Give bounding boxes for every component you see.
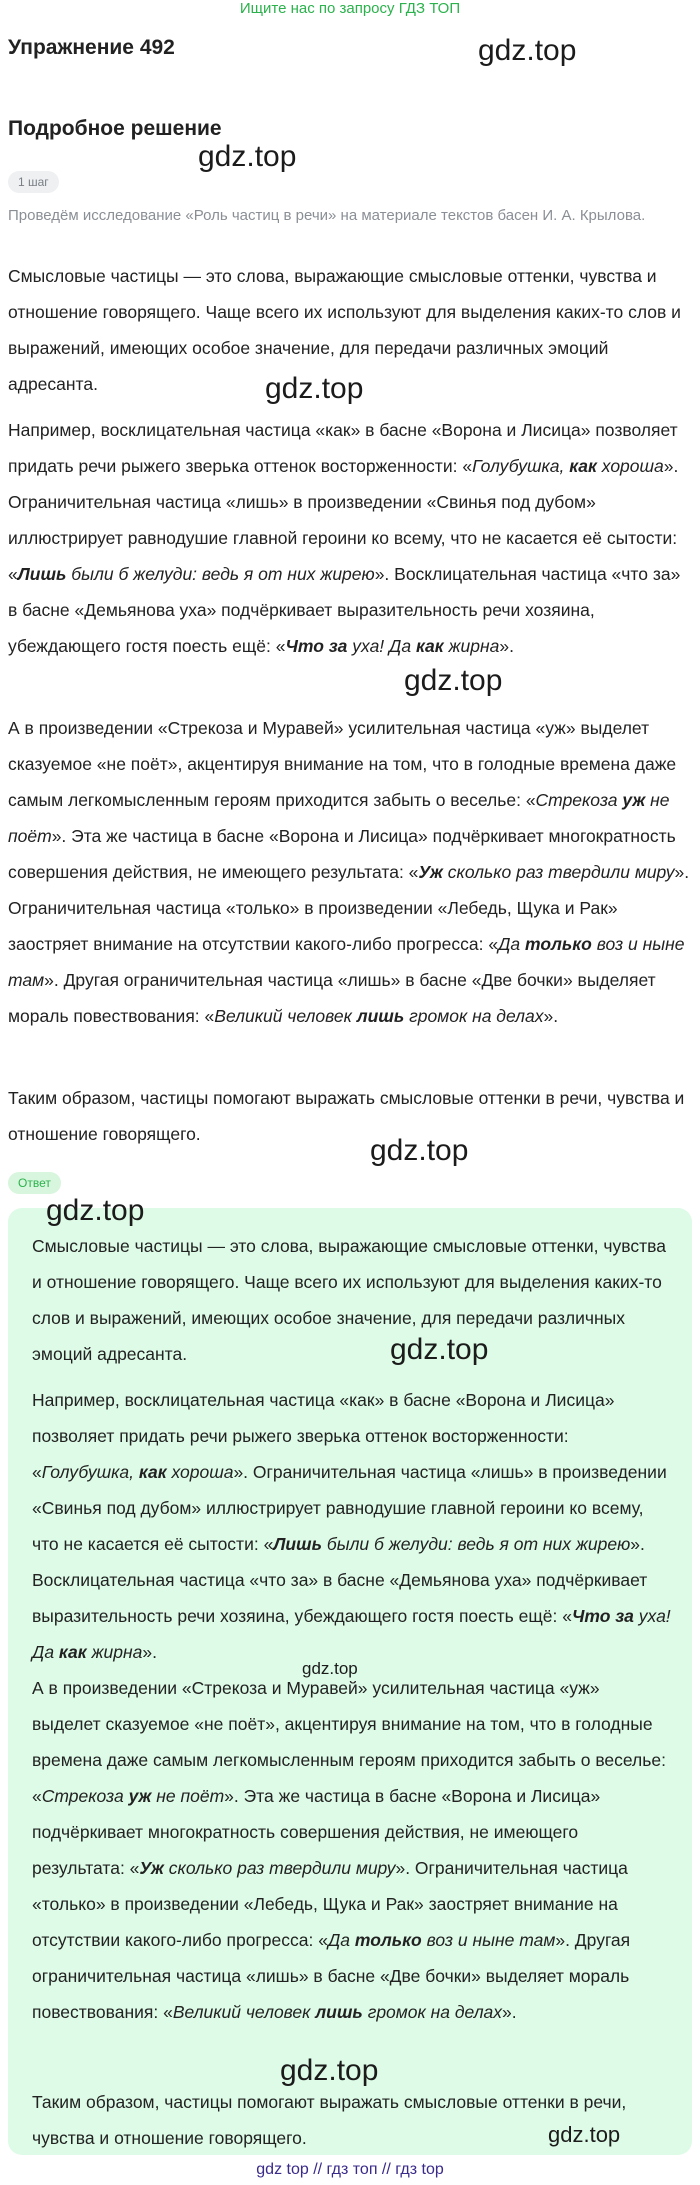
answer-paragraph-1: Смысловые частицы — это слова, выражающие смысловые оттенки, чувства и отношение говорящего. Чаще всего их используют для выделения каких-то слов и выражений, имеющих особое значение, для передачи различных эмоций адресанта. bbox=[32, 1236, 666, 1364]
step-badge: 1 шаг bbox=[8, 171, 59, 193]
solution-paragraph-3: А в произведении «Стрекоза и Муравей» усилительная частица «уж» выделет сказуемое «не поёт», акцентируя внимание на том, что в голодные времена даже самым легкомысленным героям приходится забыть о веселье: «Стрекоза уж не поёт». Эта же частица в басне «Ворона и Лисица» подчёркивает многократность совершения действия, не имеющего результата: «Уж сколько раз твердили миру». Ограничительная частица «только» в произведении «Лебедь, Щука и Рак» заостряет внимание на отсутствии какого-либо прогресса: «Да только воз и ныне там». Другая ограничительная частица «лишь» в басне «Две бочки» выделяет мораль повествования: «Великий человек лишь громок на делах». bbox=[8, 718, 690, 1026]
intro-text: Проведём исследование «Роль частиц в речи» на материале текстов басен И. А. Крылова. bbox=[8, 207, 646, 224]
answer-paragraph-3: А в произведении «Стрекоза и Муравей» усилительная частица «уж» выделет сказуемое «не поёт», акцентируя внимание на том, что в голодные времена даже самым легкомысленным героям приходится забыть о веселье: «Стрекоза уж не поёт». Эта же частица в басне «Ворона и Лисица» подчёркивает многократность совершения действия, не имеющего результата: «Уж сколько раз твердили миру». Ограничительная частица «только» в произведении «Лебедь, Щука и Рак» заостряет внимание на отсутствии какого-либо прогресса: «Да только воз и ныне там». Другая ограничительная частица «лишь» в басне «Две бочки» выделяет мораль повествования: «Великий человек лишь громок на делах». bbox=[32, 1678, 666, 2022]
answer-paragraph-4: Таким образом, частицы помогают выражать смысловые оттенки в речи, чувства и отношение говорящего. bbox=[32, 2092, 627, 2148]
watermark: gdz.top bbox=[280, 2054, 379, 2087]
footer-links[interactable]: gdz top // гдз топ // гдз top bbox=[256, 2161, 444, 2178]
watermark: gdz.top bbox=[198, 140, 297, 173]
watermark: gdz.top bbox=[478, 34, 577, 67]
answer-badge: Ответ bbox=[8, 1172, 61, 1194]
watermark: gdz.top bbox=[390, 1333, 489, 1366]
watermark: gdz.top bbox=[548, 2122, 621, 2147]
watermark: gdz.top bbox=[265, 372, 364, 405]
solution-paragraph-1: Смысловые частицы — это слова, выражающие смысловые оттенки, чувства и отношение говорящего. Чаще всего их используют для выделения каких-то слов и выражений, имеющих особое значение, для передачи различных эмоций адресанта. bbox=[8, 266, 681, 394]
watermark: gdz.top bbox=[370, 1134, 469, 1167]
watermark: gdz.top bbox=[302, 1659, 358, 1678]
solution-paragraph-2: Например, восклицательная частица «как» в басне «Ворона и Лисица» позволяет придать речи рыжего зверька оттенок восторженности: «Голубушка, как хороша». Ограничительная частица «лишь» в произведении «Свинья под дубом» иллюстрирует равнодушие главной героини ко всему, что не касается её сытости: «Лишь были б желуди: ведь я от них жирею». Восклицательная частица «что за» в басне «Демьянова уха» подчёркивает выразительность речи хозяина, убеждающего гостя поесть ещё: «Что за уха! Да как жирна». bbox=[8, 420, 681, 656]
answer-paragraph-2: Например, восклицательная частица «как» в басне «Ворона и Лисица» позволяет придать речи рыжего зверька оттенок восторженности: «Голубушка, как хороша». Ограничительная частица «лишь» в произведении «Свинья под дубом» иллюстрирует равнодушие главной героини ко всему, что не касается её сытости: «Лишь были б желуди: ведь я от них жирею». Восклицательная частица «что за» в басне «Демьянова уха» подчёркивает выразительность речи хозяина, убеждающего гостя поесть ещё: «Что за уха! Да как жирна». bbox=[32, 1390, 671, 1662]
search-banner[interactable]: Ищите нас по запросу ГДЗ ТОП bbox=[239, 0, 461, 17]
exercise-title: Упражнение 492 bbox=[8, 36, 175, 59]
solution-paragraph-4: Таким образом, частицы помогают выражать смысловые оттенки в речи, чувства и отношение говорящего. bbox=[8, 1088, 685, 1144]
solution-heading: Подробное решение bbox=[8, 117, 222, 140]
watermark: gdz.top bbox=[404, 664, 503, 697]
watermark: gdz.top bbox=[46, 1194, 145, 1227]
